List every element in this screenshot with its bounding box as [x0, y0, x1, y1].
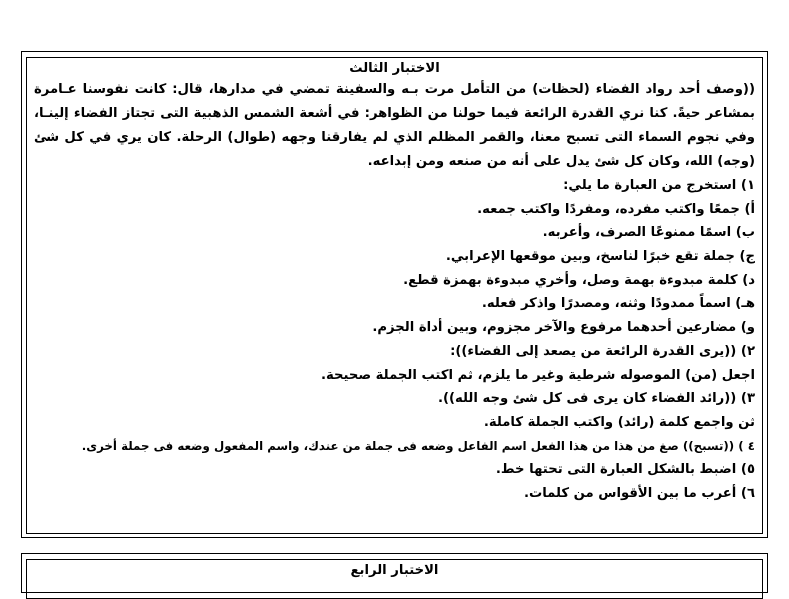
question-2: ٢) ((يرى القدرة الرائعة من يصعد إلى الفضاء)):: [450, 343, 755, 359]
question-1f: و) مضارعين أحدهما مرفوع والآخر مجزوم، وبين أداة الجزم.: [372, 320, 755, 336]
exam3-content: [34, 59, 755, 506]
question-3-instruction: ثن واجمع كلمة (رائد) واكتب الجملة كاملة.: [483, 414, 755, 430]
question-1e: هـ) اسماً ممدودًا وثنه، ومصدرًا واذكر فعله.: [481, 296, 755, 312]
exam4-title: الاختبار الرابع: [350, 563, 439, 578]
question-3: ٣) ((رائد الفضاء كان يرى فى كل شئ وجه الله)).: [437, 391, 755, 407]
question-6: ٦) أعرب ما بين الأقواس من كلمات.: [523, 485, 755, 501]
question-4: ٤ ) ((تسبح)) صغ من هذا من هذا الفعل اسم الفاعل وضعه فى جملة من عندك، واسم المفعول وضعه فى جملة أخرى.: [81, 438, 755, 453]
passage-line: ((وصف أحد رواد الفضاء (لحظات) من التأمل مرت بـه والسفينة تمضي في مدارها، قال: كانت نفوسنا عـامرة: [34, 82, 755, 97]
question-1d: د) كلمة مبدوءة بهمة وصل، وأخري مبدوءة بهمزة قطع.: [403, 272, 755, 288]
question-1a: أ) جمعًا واكتب مفرده، ومفردًا واكتب جمعه.: [477, 201, 755, 217]
question-1c: ج) جملة تقع خبرًا لناسخ، وبين موقعها الإعرابي.: [445, 249, 755, 265]
exam3-questions: [34, 174, 755, 506]
question-5: ٥) اضبط بالشكل العبارة التى تحتها خط.: [495, 462, 755, 478]
passage-line: وفي نجوم السماء التى تسبح معنا، والقمر المظلم الذي لم يفارقنا وجهه (طوال) الرحلة. كان يري في كل شئ: [34, 130, 755, 145]
question-1b: ب) اسمًا ممنوعًا الصرف، وأعربه.: [542, 225, 755, 241]
passage-line: (وجه) الله، وكان كل شئ يدل على أنه من صنعه ومن إبداعه.: [367, 154, 755, 169]
passage-line: بمشاعر حيةً. كنا نري القدرة الرائعة فيما حولنا من الظواهر: في أشعة الشمس الذهبية التى تجتاز الفضاء إلينـا،: [34, 106, 755, 121]
question-2-instruction: اجعل (من) الموصوله شرطية وغير ما يلزم، ثم اكتب الجملة صحيحة.: [320, 367, 755, 383]
exam3-title: الاختبار الثالث: [349, 61, 440, 76]
exam3-passage: [34, 78, 755, 174]
question-1: ١) استخرج من العبارة ما يلي:: [563, 178, 755, 193]
